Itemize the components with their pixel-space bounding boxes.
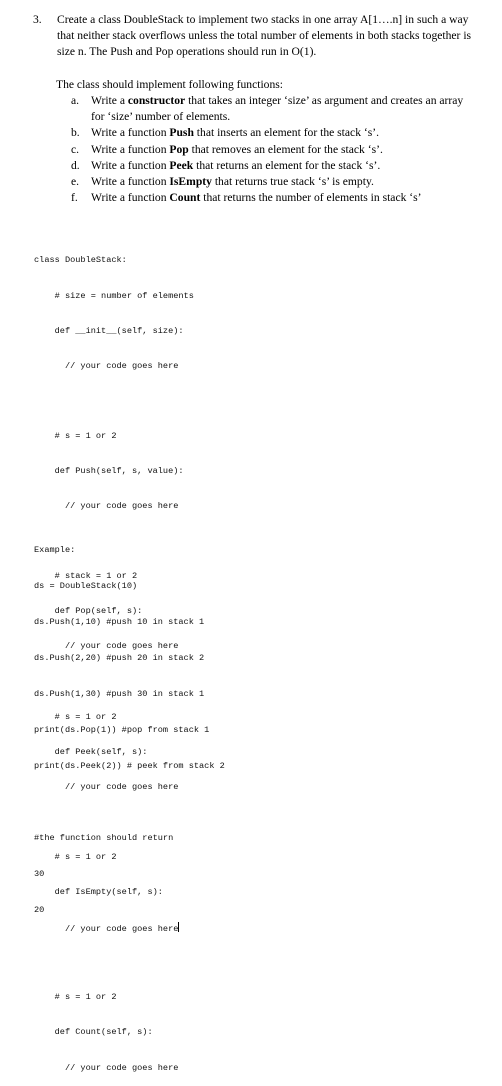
question-line-3: size n. The Push and Pop operations should run in O(1).: [57, 45, 317, 59]
code-line: def __init__(self, size):: [34, 325, 184, 336]
item-keyword: Pop: [169, 142, 189, 156]
question-number: 3.: [33, 13, 42, 26]
item-keyword: constructor: [127, 94, 186, 107]
code-line: // your code goes here: [34, 641, 179, 652]
code-line: def Count(self, s):: [34, 1027, 153, 1038]
code-line: // your code goes here: [34, 360, 179, 371]
code-line: # size = number of elements: [34, 290, 194, 301]
code-line: // your code goes here: [34, 501, 179, 512]
item-letter: b.: [71, 126, 80, 140]
code-line: def IsEmpty(self, s):: [34, 887, 163, 898]
list-item: c. Write a function Pop that removes an element for the stack ‘s’.: [71, 142, 499, 158]
code-line: // your code goes here: [34, 924, 179, 935]
example-line: ds.Push(1,30) #push 30 in stack 1: [34, 689, 205, 699]
example-line: ds = DoubleStack(10): [34, 581, 138, 591]
functions-intro: The class should implement following functions:: [56, 78, 284, 91]
list-item: b. Write a function Push that inserts an element for the stack ‘s’.: [71, 125, 499, 141]
example-output: 20: [34, 905, 45, 915]
function-list: [71, 93, 499, 206]
question-line-1: Create a class DoubleStack to implement two stacks in one array A[1….n] in such a way: [57, 13, 469, 26]
question-block: [33, 12, 495, 61]
example-line: ds.Push(2,20) #push 20 in stack 2: [34, 653, 205, 663]
item-keyword: Peek: [169, 158, 194, 172]
example-block[interactable]: [34, 520, 225, 928]
code-line: // your code goes here: [34, 1062, 179, 1073]
example-line: #the function should return: [34, 833, 174, 843]
code-line: [34, 396, 194, 408]
example-line: print(ds.Peek(2)) # peek from stack 2: [34, 761, 225, 771]
item-letter: e.: [71, 175, 80, 189]
example-line: ds.Push(1,10) #push 10 in stack 1: [34, 617, 205, 627]
example-heading: Example:: [34, 545, 76, 555]
list-item: a. Write a constructor that takes an integer ‘size’ as argument and creates an array: [71, 93, 499, 109]
code-line: # s = 1 or 2: [34, 992, 117, 1003]
example-line: [34, 796, 225, 808]
item-letter: a.: [71, 94, 80, 107]
item-letter: c.: [71, 142, 80, 156]
code-line: [34, 957, 194, 969]
item-keyword: IsEmpty: [169, 175, 212, 189]
item-letter: f.: [71, 191, 78, 205]
example-line: print(ds.Pop(1)) #pop from stack 1: [34, 725, 210, 735]
question-line-2: that neither stack overflows unless the total number of elements in both stacks together is: [57, 29, 472, 43]
example-output: 30: [34, 869, 45, 879]
code-line: def Push(self, s, value):: [34, 465, 184, 476]
code-line: # s = 1 or 2: [34, 430, 117, 441]
code-line: # s = 1 or 2: [34, 711, 117, 722]
list-item: f. Write a function Count that returns the number of elements in stack ‘s’: [71, 190, 499, 206]
list-item: e. Write a function IsEmpty that returns true stack ‘s’ is empty.: [71, 174, 499, 190]
code-line: def Pop(self, s):: [34, 606, 143, 617]
code-line: // your code goes here: [34, 781, 179, 792]
list-item: d. Write a function Peek that returns an element for the stack ‘s’.: [71, 158, 499, 174]
list-item: for ‘size’ number of elements.: [91, 110, 231, 124]
code-line: # s = 1 or 2: [34, 852, 117, 862]
item-keyword: Push: [169, 126, 194, 140]
code-line: class DoubleStack:: [34, 255, 127, 266]
item-letter: d.: [71, 158, 80, 172]
item-keyword: Count: [169, 191, 201, 205]
code-line: # stack = 1 or 2: [34, 571, 138, 582]
code-line: def Peek(self, s):: [34, 746, 148, 757]
